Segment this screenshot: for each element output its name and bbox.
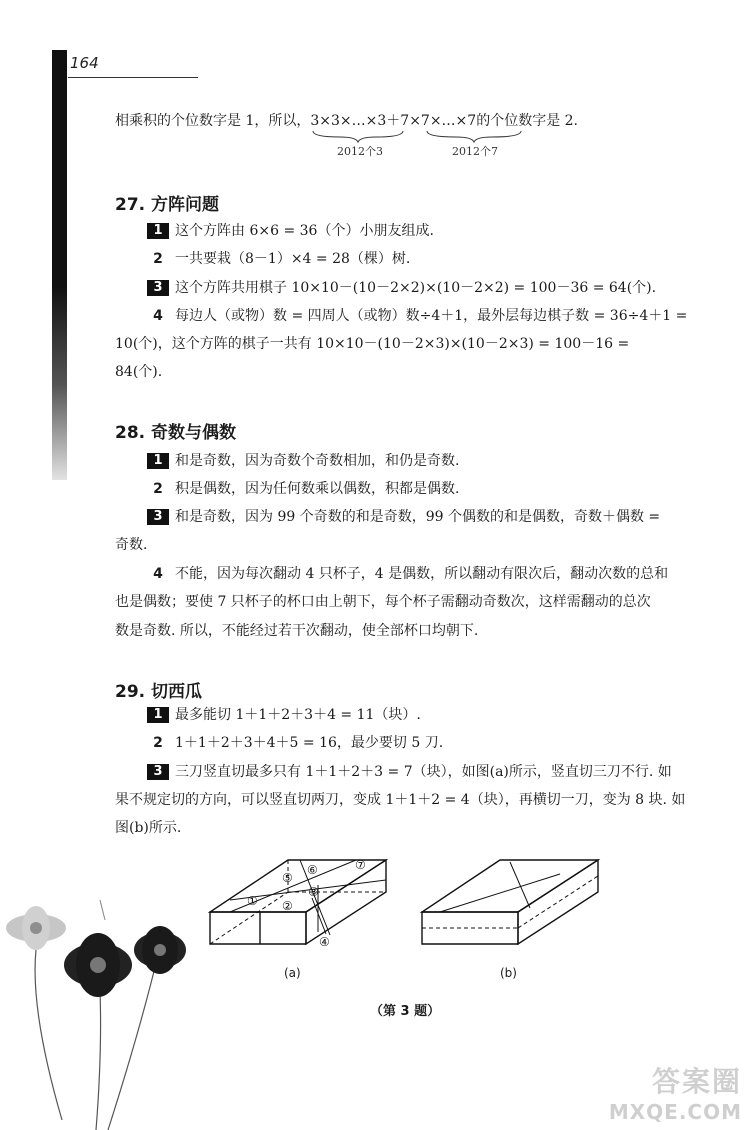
flower-left [6, 906, 66, 950]
s28-item-3-text: 和是奇数，因为 99 个奇数的和是奇数，99 个偶数的和是偶数，奇数＋偶数 = [175, 509, 661, 525]
s27-item-2-text: 一共要栽（8－1）×4 = 28（棵）树. [175, 251, 411, 267]
circle-7: ⑦ [355, 858, 366, 872]
figure-b-label: (b) [500, 966, 517, 980]
figure-b-box [422, 860, 598, 944]
brace-label-1: 2012个3 [337, 145, 383, 158]
s29-item-2-text: 1＋1＋2＋3＋4＋5 = 16，最少要切 5 刀. [175, 735, 444, 751]
flower-decoration [0, 880, 230, 1130]
s28-item-4-line3: 数是奇数. 所以，不能经过若干次翻动，使全部杯口均朝下. [115, 623, 479, 639]
intro-text-after: 的个位数字是 2. [476, 113, 579, 129]
figure-a-label: (a) [284, 966, 301, 980]
s27-item-4-line3: 84(个). [115, 364, 163, 380]
s27-item-1-text: 这个方阵由 6×6 = 36（个）小朋友组成. [175, 223, 434, 239]
s27-badge-1: 1 [147, 223, 169, 239]
watermark [609, 1060, 742, 1124]
intro-plus: ＋ [386, 113, 401, 129]
s28-item-2-text: 积是偶数，因为任何数乘以偶数，积都是偶数. [175, 481, 460, 497]
flower-middle [64, 933, 132, 997]
s27-item-3-text: 这个方阵共用棋子 10×10－(10－2×2)×(10－2×2) = 100－36 = 64(个). [175, 280, 657, 296]
circle-1: ① [247, 894, 258, 908]
intro-text-before: 相乘积的个位数字是 1，所以， [115, 113, 311, 129]
s29-item-1-text: 最多能切 1＋1＋2＋3＋4 = 11（块）. [175, 707, 421, 723]
s28-badge-1: 1 [147, 453, 169, 469]
s29-item-3-text: 三刀竖直切最多只有 1＋1＋2＋3 = 7（块），如图(a)所示，竖直切三刀不行. 如 [175, 764, 672, 780]
watermark-main: 答案圈 [651, 1065, 742, 1098]
s28-item-4-line2: 也是偶数；要使 7 只杯子的杯口由上朝下，每个杯子需翻动奇数次，这样需翻动的总次 [115, 594, 651, 610]
circle-5: ⑤ [282, 871, 293, 885]
flower-right [134, 926, 186, 974]
intro-expr1: 3×3×…×3 [310, 113, 387, 129]
intro-expr2: 7×7×…×7 [400, 113, 477, 129]
s29-badge-1: 1 [147, 707, 169, 723]
circle-6: ⑥ [307, 863, 318, 877]
figure-caption: （第 3 题） [370, 1004, 441, 1019]
watermark-sub: MXQE.COM [608, 1100, 742, 1124]
section-27-title: 27. 方阵问题 [115, 195, 220, 215]
section-29-title: 29. 切西瓜 [115, 682, 203, 702]
s27-item-4-line2: 10(个)，这个方阵的棋子一共有 10×10－(10－2×3)×(10－2×3) = 100－16 = [115, 336, 630, 352]
s27-item-4-text: 每边人（或物）数 = 四周人（或物）数÷4＋1，最外层每边棋子数 = 36÷4＋1 = [175, 308, 688, 324]
s28-badge-3: 3 [147, 509, 169, 525]
s27-badge-3: 3 [147, 280, 169, 296]
circle-2: ② [282, 899, 293, 913]
brace-label-2: 2012个7 [452, 145, 498, 158]
s28-num-2: 2 [153, 481, 163, 497]
s28-num-4: 4 [153, 566, 163, 582]
circle-3: ③ [308, 885, 319, 899]
s29-item-3-line2: 果不规定切的方向，可以竖直切两刀，变成 1＋1＋2 = 4（块），再横切一刀，变为 8 块. 如 [115, 792, 686, 808]
circle-4: ④ [319, 935, 330, 949]
s29-num-2: 2 [153, 735, 163, 751]
s28-item-3-line2: 奇数. [115, 537, 148, 553]
s27-num-2: 2 [153, 251, 163, 267]
s29-item-3-line3: 图(b)所示. [115, 820, 182, 836]
section-28-title: 28. 奇数与偶数 [115, 423, 237, 443]
s29-badge-3: 3 [147, 764, 169, 780]
s28-item-4-text: 不能，因为每次翻动 4 只杯子，4 是偶数，所以翻动有限次后，翻动次数的总和 [175, 566, 669, 582]
s27-num-4: 4 [153, 308, 163, 324]
page-number: 164 [70, 54, 99, 72]
figure-a-box [210, 860, 386, 944]
s28-item-1-text: 和是奇数，因为奇数个奇数相加，和仍是奇数. [175, 453, 460, 469]
